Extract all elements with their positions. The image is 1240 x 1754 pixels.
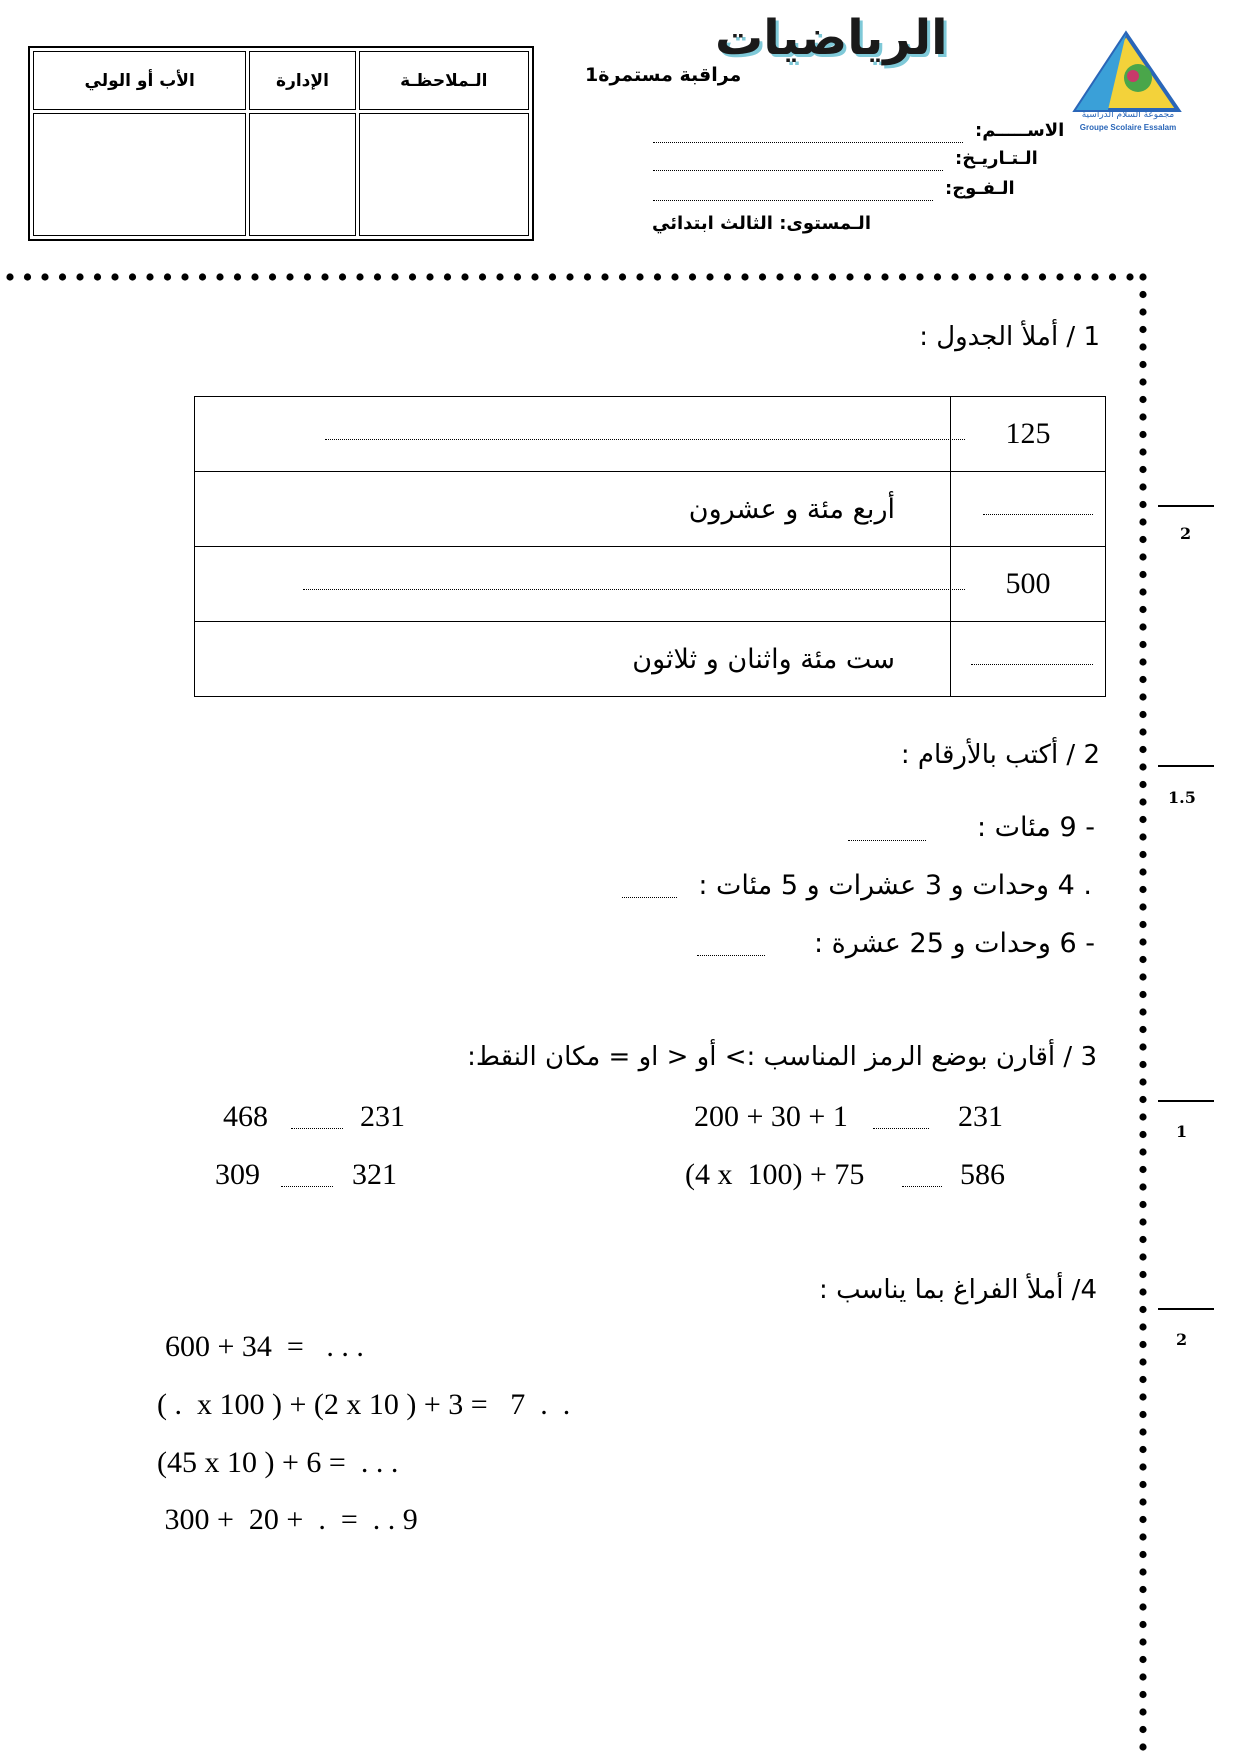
q2-item1-answer[interactable] [848, 840, 926, 841]
signoff-header-administration: الإدارة [249, 51, 355, 110]
q1-row4-number[interactable] [951, 622, 1106, 697]
group-label: الـفـوج: [945, 178, 1015, 199]
q2-score: 1.5 [1168, 788, 1196, 807]
q4-score: 2 [1176, 1330, 1188, 1349]
q1-row2-words: أربع مئة و عشرون [195, 472, 951, 547]
q1-score-line [1158, 505, 1214, 507]
name-label: الاســـــم: [975, 120, 1065, 141]
q3-comp2-answer[interactable] [902, 1186, 942, 1187]
q4-line4[interactable]: 300 + 20 + . = . . 9 [157, 1503, 418, 1536]
q1-row4-words: ست مئة واثنان و ثلاثون [195, 622, 951, 697]
q1-row3-words[interactable] [195, 547, 951, 622]
exam-title: مراقبة مستمرة1 [585, 64, 742, 86]
q2-item1: - 9 مئات : [976, 812, 1095, 843]
q2-item2-answer[interactable] [622, 897, 677, 898]
q1-table [194, 396, 1106, 697]
q3-title: 3 / أقارن بوضع الرمز المناسب :> أو < او = مكان النقط: [467, 1042, 1097, 1072]
q1-row2-number[interactable] [951, 472, 1106, 547]
q1-score: 2 [1180, 524, 1192, 543]
q2-item3-answer[interactable] [697, 955, 765, 956]
q4-title: 4/ أملأ الفراغ بما يناسب : [819, 1275, 1097, 1305]
level-text: الـمستوى: الثالث ابتدائي [652, 213, 871, 234]
q3-comp2-right: 586 [960, 1158, 1005, 1191]
q1-row1-number: 125 [951, 397, 1106, 472]
q3-comp4-right: 321 [352, 1158, 397, 1191]
signoff-header-remark: الـملاحظـة [359, 51, 529, 110]
q4-score-line [1158, 1308, 1214, 1310]
q3-comp1-right: 231 [958, 1100, 1003, 1133]
q3-comp3-answer[interactable] [291, 1128, 343, 1129]
logo-text-fr: Groupe Scolaire Essalam [1079, 123, 1177, 132]
q3-comp1-answer[interactable] [873, 1128, 929, 1129]
q3-comp1-left: 200 + 30 + 1 [694, 1100, 848, 1133]
q3-comp3-left: 468 [223, 1100, 268, 1133]
q4-line3[interactable]: (45 x 10 ) + 6 = . . . [157, 1446, 399, 1479]
signoff-header-parent: الأب أو الولي [33, 51, 246, 110]
q1-row1-words[interactable] [195, 397, 951, 472]
q3-score-line [1158, 1100, 1214, 1102]
q3-comp4-left: 309 [215, 1158, 260, 1191]
q2-score-line [1158, 765, 1214, 767]
q4-line1[interactable]: 600 + 34 = . . . [165, 1330, 364, 1363]
q3-score: 1 [1176, 1122, 1188, 1141]
date-label: الـتـاريـخ: [955, 148, 1038, 169]
subject-title: الرياضيات [715, 10, 948, 66]
q2-title: 2 / أكتب بالأرقام : [900, 740, 1100, 770]
q1-title: 1 / أملأ الجدول : [919, 322, 1100, 352]
q4-line2[interactable]: ( . x 100 ) + (2 x 10 ) + 3 = 7 . . [157, 1388, 571, 1421]
q1-row3-number: 500 [951, 547, 1106, 622]
q3-comp2-left: (4 x 100) + 75 [685, 1158, 865, 1191]
q2-item3: - 6 وحدات و 25 عشرة : [814, 928, 1095, 959]
q3-comp3-right: 231 [360, 1100, 405, 1133]
q3-comp4-answer[interactable] [281, 1186, 333, 1187]
q2-item2: . 4 وحدات و 3 عشرات و 5 مئات : [698, 870, 1092, 901]
logo-text-ar: مجموعة السلام الدراسية [1081, 110, 1175, 120]
